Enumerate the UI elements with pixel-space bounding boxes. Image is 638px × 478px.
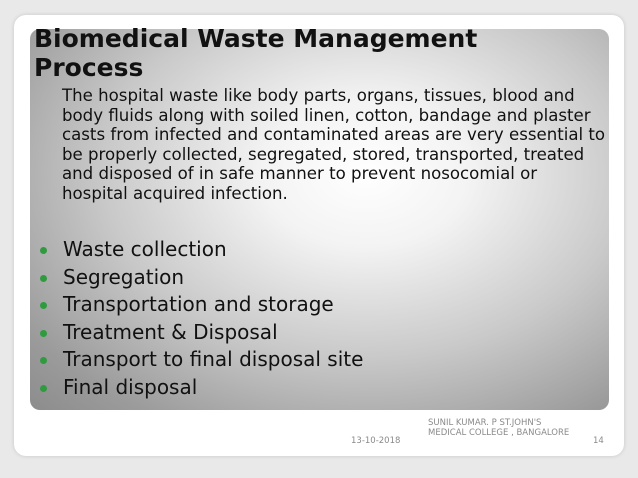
bullet-text: Segregation [63, 264, 185, 289]
bullet-dot-icon [40, 302, 47, 309]
bullet-item-treatment-disposal [40, 319, 363, 347]
intro-paragraph: The hospital waste like body parts, organs, tissues, blood and body fluids along with soiled linen, cotton, bandage and plaster casts from infected and contaminated areas are very essential to be properly collected, segregated, stored, transported, treated and disposed of in safe manner to prevent nosocomial or hospital acquired infection. [62, 86, 606, 203]
bullet-dot-icon [40, 330, 47, 337]
bullet-item-final-disposal [40, 374, 363, 402]
footer-date: 13-10-2018 [351, 436, 401, 446]
bullet-text: Treatment & Disposal [63, 319, 278, 344]
bullet-text: Transportation and storage [63, 292, 334, 317]
bullet-dot-icon [40, 385, 47, 392]
bullet-text: Waste collection [63, 237, 227, 261]
bullet-list [40, 236, 363, 402]
bullet-text: Final disposal [63, 374, 198, 399]
bullet-dot-icon [40, 275, 47, 282]
bullet-item-transportation-storage [40, 291, 363, 319]
footer-author: SUNIL KUMAR. P ST.JOHN'S MEDICAL COLLEGE , BANGALORE [428, 418, 570, 438]
page-number: 14 [593, 436, 604, 446]
bullet-dot-icon [40, 357, 47, 364]
slide-title: Biomedical Waste Management Process [34, 24, 478, 82]
bullet-item-segregation [40, 264, 363, 292]
bullet-text: Transport to final disposal site [63, 347, 364, 372]
bullet-dot-icon [40, 247, 47, 254]
bullet-item-transport-final-site [40, 346, 363, 374]
bullet-item-waste-collection [40, 236, 363, 264]
